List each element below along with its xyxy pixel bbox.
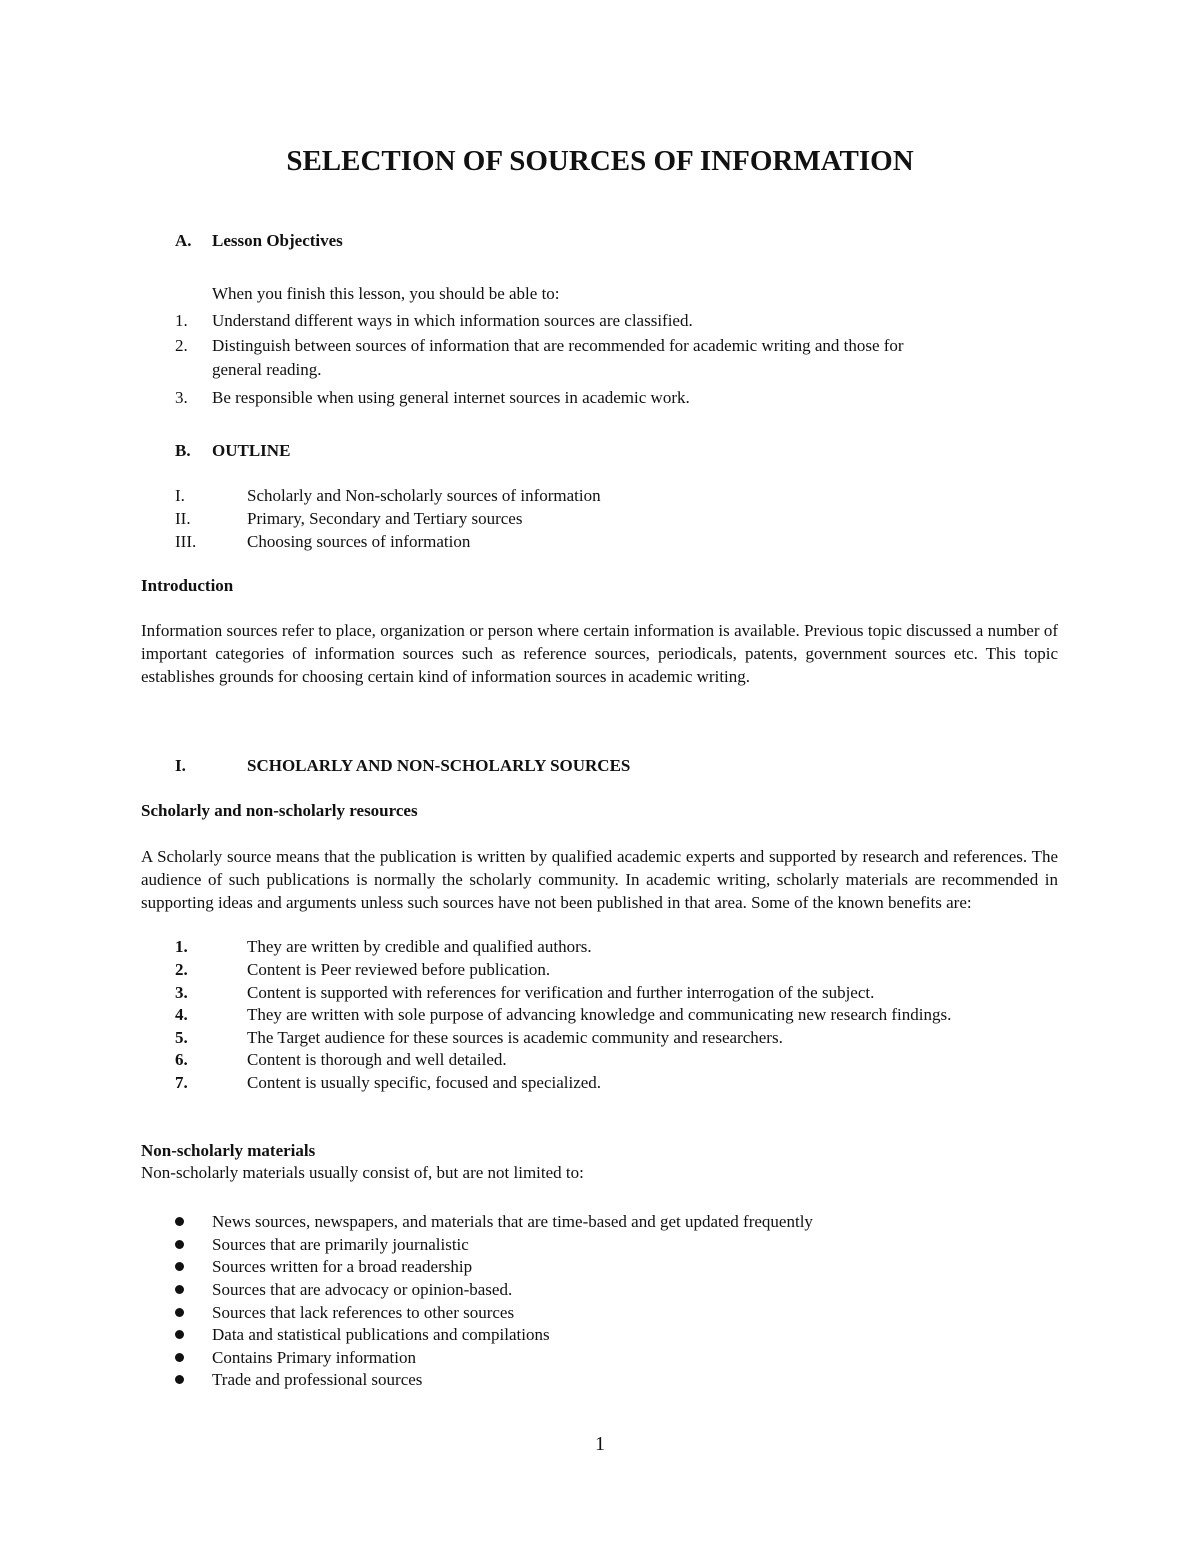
non-scholarly-item: Sources written for a broad readership (212, 1257, 473, 1276)
benefit-number: 6. (175, 1050, 188, 1069)
benefit-item: Content is supported with references for verification and further interrogation of the subject. (247, 983, 875, 1002)
benefit-number: 2. (175, 960, 188, 979)
benefit-number: 5. (175, 1028, 188, 1047)
non-scholarly-item: Sources that lack references to other sources (212, 1303, 515, 1322)
objective-text: Understand different ways in which information sources are classified. (212, 311, 693, 330)
objective-number: 1. (175, 311, 188, 330)
benefit-number: 4. (175, 1005, 188, 1024)
non-scholarly-item: Trade and professional sources (212, 1370, 423, 1389)
non-scholarly-heading: Non-scholarly materials (141, 1141, 316, 1160)
bullet-icon (175, 1353, 184, 1362)
page-number: 1 (595, 1433, 605, 1455)
non-scholarly-item: Data and statistical publications and compilations (212, 1325, 550, 1344)
objectives-intro: When you finish this lesson, you should be able to: (212, 284, 560, 303)
non-scholarly-item: Sources that are primarily journalistic (212, 1235, 469, 1254)
bullet-icon (175, 1308, 184, 1317)
benefit-item: They are written with sole purpose of advancing knowledge and communicating new research findings. (247, 1005, 952, 1024)
document-title: SELECTION OF SOURCES OF INFORMATION (286, 145, 914, 177)
non-scholarly-item: News sources, newspapers, and materials that are time-based and get updated frequently (212, 1212, 813, 1231)
introduction-paragraph: Information sources refer to place, organization or person where certain information is available. Previous topic discussed a number of important categories of information sources such as reference sources, periodicals, patents, government sources etc. This topic establishes grounds for choosing certain kind of information sources in academic writing. (141, 621, 1058, 686)
section-b-heading: OUTLINE (212, 441, 291, 460)
section-b-letter: B. (175, 441, 191, 460)
bullet-icon (175, 1240, 184, 1249)
outline-number: I. (175, 486, 185, 505)
bullet-icon (175, 1262, 184, 1271)
scholarly-subheading: Scholarly and non-scholarly resources (141, 801, 418, 820)
outline-item: Primary, Secondary and Tertiary sources (247, 509, 523, 528)
section-a-heading: Lesson Objectives (212, 231, 343, 250)
bullet-icon (175, 1285, 184, 1294)
objective-text-continued: general reading. (212, 360, 322, 379)
section-1-heading: SCHOLARLY AND NON-SCHOLARLY SOURCES (247, 756, 631, 775)
outline-item: Scholarly and Non-scholarly sources of information (247, 486, 601, 505)
objective-number: 2. (175, 336, 188, 355)
benefit-number: 1. (175, 937, 188, 956)
introduction-heading: Introduction (141, 576, 234, 595)
outline-item: Choosing sources of information (247, 532, 471, 551)
section-1-number: I. (175, 756, 186, 775)
outline-number: III. (175, 532, 197, 551)
benefit-item: The Target audience for these sources is academic community and researchers. (247, 1028, 783, 1047)
non-scholarly-intro: Non-scholarly materials usually consist of, but are not limited to: (141, 1163, 584, 1182)
objective-text: Distinguish between sources of information that are recommended for academic writing and those for (212, 336, 904, 355)
bullet-icon (175, 1330, 184, 1339)
objective-text: Be responsible when using general internet sources in academic work. (212, 388, 690, 407)
objective-number: 3. (175, 388, 188, 407)
non-scholarly-item: Sources that are advocacy or opinion-based. (212, 1280, 513, 1299)
benefit-number: 3. (175, 983, 188, 1002)
benefit-number: 7. (175, 1073, 188, 1092)
section-a-letter: A. (175, 231, 192, 250)
benefit-item: Content is thorough and well detailed. (247, 1050, 507, 1069)
outline-number: II. (175, 509, 191, 528)
non-scholarly-item: Contains Primary information (212, 1348, 416, 1367)
benefit-item: They are written by credible and qualified authors. (247, 937, 592, 956)
benefit-item: Content is Peer reviewed before publication. (247, 960, 551, 979)
bullet-icon (175, 1217, 184, 1226)
bullet-icon (175, 1375, 184, 1384)
benefit-item: Content is usually specific, focused and specialized. (247, 1073, 602, 1092)
scholarly-paragraph: A Scholarly source means that the publication is written by qualified academic experts and supported by research and references. The audience of such publications is normally the scholarly community. In academic writing, scholarly materials are recommended in supporting ideas and arguments unless such sources have not been published in that area. Some of the known benefits are: (141, 847, 1058, 912)
